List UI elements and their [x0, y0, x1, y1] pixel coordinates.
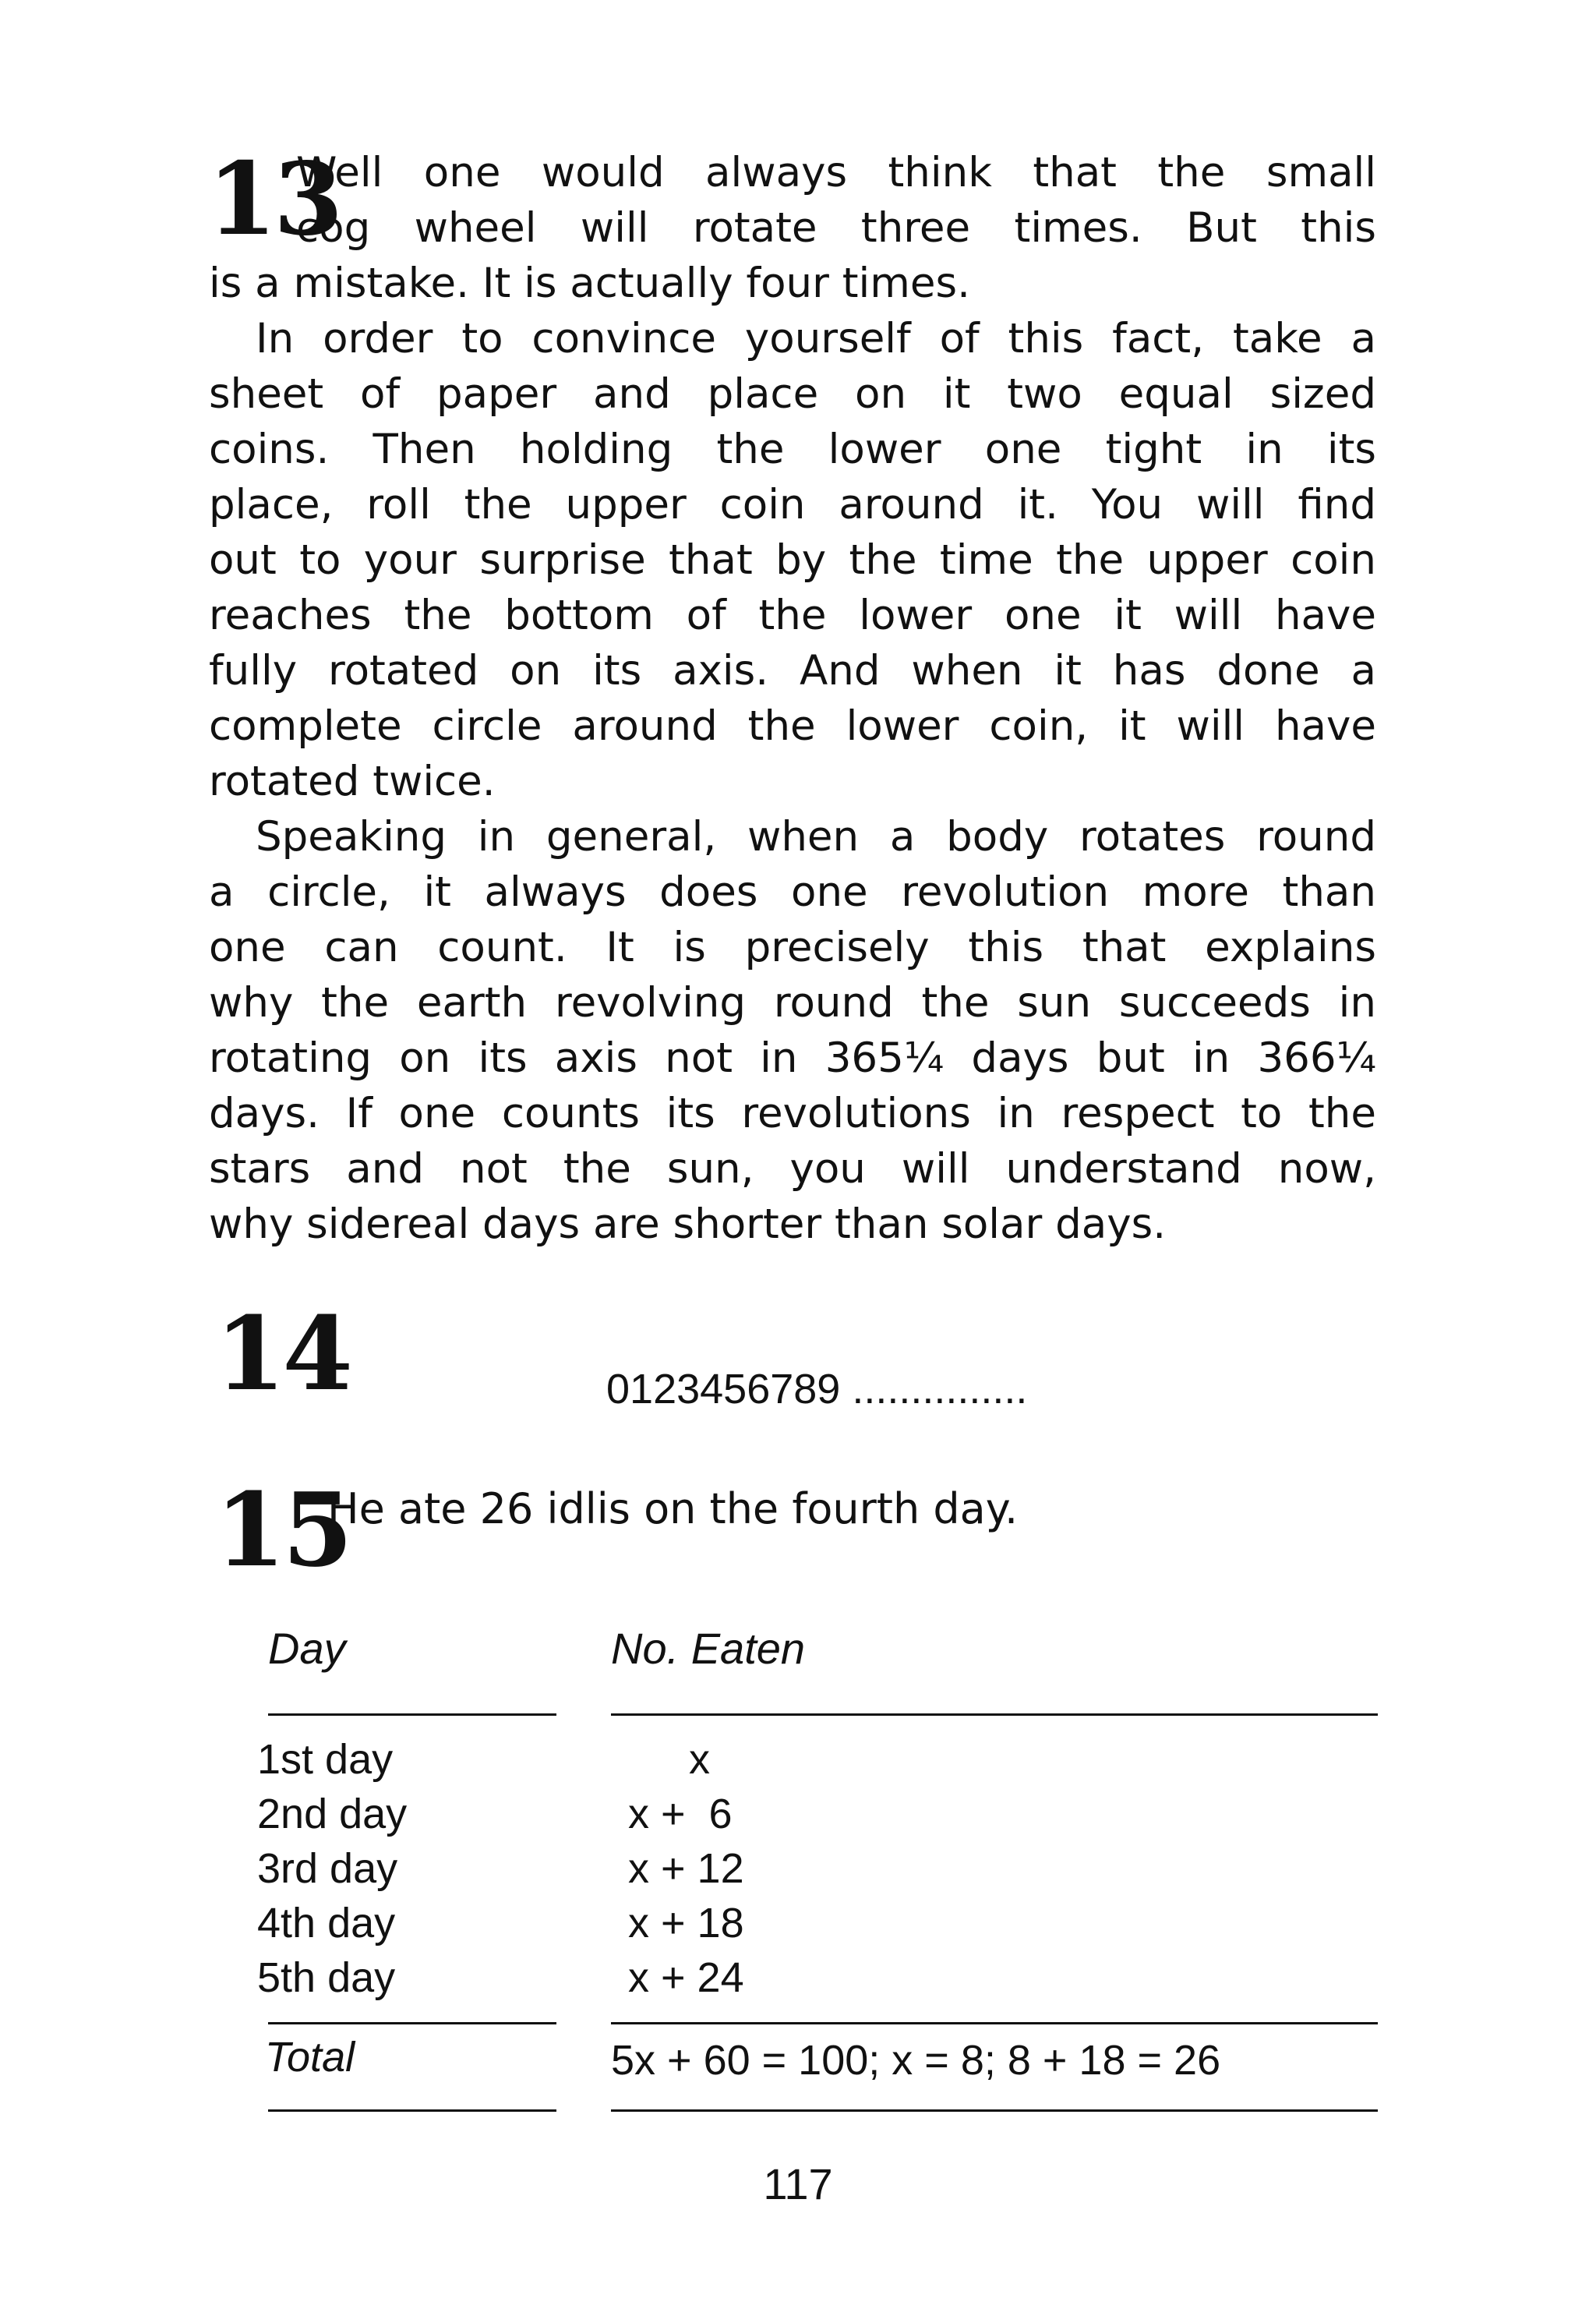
table-cell-expr: x + 6: [628, 1791, 733, 1837]
table-rule: [611, 2109, 1378, 2112]
answer-13-line: a circle, it always does one revolution more than: [209, 868, 1376, 916]
table-header-eaten: No. Eaten: [611, 1624, 806, 1673]
table-cell-expr: x + 18: [628, 1900, 744, 1946]
answer-13-line: rotated twice.: [209, 758, 496, 805]
answer-13-line: why the earth revolving round the sun succeeds in: [209, 979, 1376, 1027]
answer-13-line: cog wheel will rotate three times. But this: [296, 204, 1376, 252]
table-cell-expr: x: [689, 1736, 710, 1783]
answer-13-line: Well one would always think that the small: [296, 149, 1376, 196]
table-cell-day: 3rd day: [257, 1845, 398, 1892]
table-cell-day: 4th day: [257, 1900, 396, 1946]
answer-13-line: fully rotated on its axis. And when it has done a: [209, 647, 1376, 695]
table-cell-day: 1st day: [257, 1736, 394, 1783]
answer-13-line: Speaking in general, when a body rotates round: [256, 813, 1376, 861]
answer-13-line: place, roll the upper coin around it. You will find: [209, 481, 1376, 529]
answer-13: [207, 141, 1376, 1252]
answer-13-line: In order to convince yourself of this fact, take a: [256, 315, 1376, 362]
answer-13-line: stars and not the sun, you will understand now,: [209, 1145, 1376, 1193]
table-cell-expr: x + 24: [628, 1954, 744, 2001]
table-rule: [611, 2022, 1378, 2024]
answer-13-line: is a mistake. It is actually four times.: [209, 260, 970, 307]
table-cell-day: 5th day: [257, 1954, 396, 2001]
table-rule: [268, 2022, 556, 2024]
answer-13-line: days. If one counts its revolutions in respect to the: [209, 1090, 1376, 1137]
answer-13-number: 13: [207, 141, 341, 258]
table-cell-day: 2nd day: [257, 1791, 408, 1837]
answer-13-line: sheet of paper and place on it two equal sized: [209, 370, 1376, 418]
answer-15-text: He ate 26 idlis on the fourth day.: [327, 1484, 1019, 1533]
answer-13-line: reaches the bottom of the lower one it will have: [209, 592, 1376, 639]
answer-13-line: rotating on its axis not in 365¼ days but in 366¼: [209, 1034, 1376, 1082]
table-total-label: Total: [265, 2034, 355, 2081]
answer-14-text: 0123456789 ...............: [606, 1366, 1028, 1413]
page-number: 117: [763, 2159, 833, 2208]
table-total-expr: 5x + 60 = 100; x = 8; 8 + 18 = 26: [611, 2037, 1221, 2084]
table-header-day: Day: [268, 1624, 346, 1673]
table-rule: [611, 1713, 1378, 1716]
answer-13-line: complete circle around the lower coin, it will have: [209, 702, 1376, 750]
answer-14-number: 14: [215, 1294, 350, 1413]
answer-13-line: one can count. It is precisely this that explains: [209, 924, 1376, 971]
answer-15-number: 15: [215, 1470, 350, 1589]
table-rule: [268, 2109, 556, 2112]
answer-13-line: coins. Then holding the lower one tight in its: [209, 426, 1376, 473]
table-cell-expr: x + 12: [628, 1845, 744, 1892]
table-rule: [268, 1713, 556, 1716]
answer-13-line: why sidereal days are shorter than solar days.: [209, 1200, 1167, 1248]
answer-13-line: out to your surprise that by the time the upper coin: [209, 536, 1376, 584]
